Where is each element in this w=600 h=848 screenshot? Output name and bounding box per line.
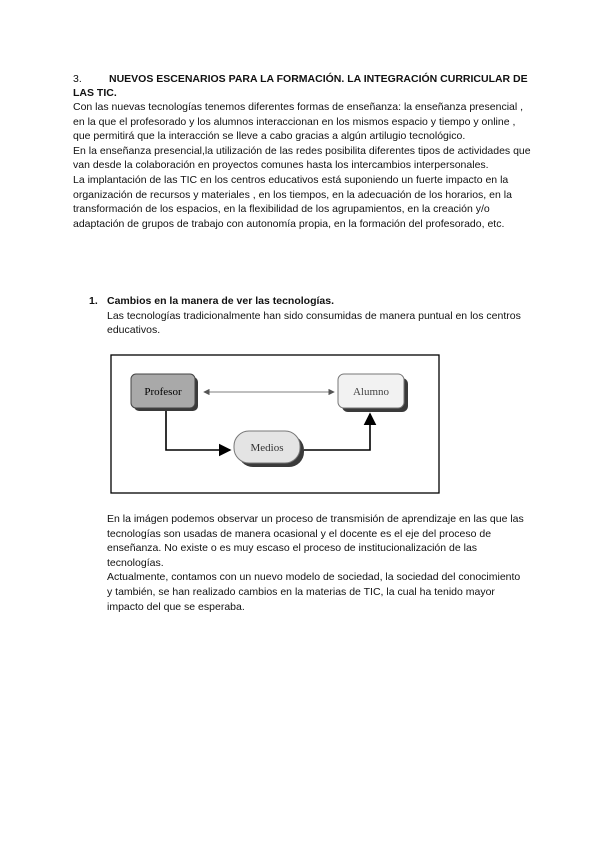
subsection-title-text: Cambios en la manera de ver las tecnologías. <box>107 295 335 307</box>
subsection-text: Las tecnologías tradicionalmente han sido consumidas de manera puntual en los centros educativos. <box>107 309 521 337</box>
diagram-explanation <box>107 512 527 614</box>
intro-text <box>73 100 533 231</box>
explanation-paragraph: Actualmente, contamos con un nuevo modelo de sociedad, la sociedad del conocimiento y también, se han realizado cambios en la materias de TIC, la cual ha tenido mayor impacto del que se esperaba. <box>107 571 521 613</box>
node-profesor-label: Profesor <box>144 386 182 398</box>
section-number: 3. <box>73 73 82 85</box>
node-medios-label: Medios <box>250 442 284 454</box>
subsection-title <box>89 294 529 309</box>
node-alumno <box>338 374 408 412</box>
intro-paragraph: Con las nuevas tecnologías tenemos diferentes formas de enseñanza: la enseñanza presencial , en la que el profesorado y los alumnos interaccionan en los mismos espacio y tiempo y online , que permitirá que la interacción se lleve a cabo gracias a algún artilugio tecnológico. <box>73 101 524 143</box>
node-alumno-label: Alumno <box>352 386 390 398</box>
teaching-diagram <box>110 354 440 494</box>
intro-paragraph: La implantación de las TIC en los centros educativos está suponiendo un fuerte impacto en la organización de recursos y materiales , en los tiempos, en la adecuación de los horarios, en la transformación de los espacios, en la flexibilidad de los agrupamientos, en la creación y/o adaptación de grupos de trabajo con autonomía propia, en la formación del profesorado, etc. <box>73 173 512 230</box>
node-profesor <box>131 374 198 411</box>
subsection-1 <box>89 294 529 338</box>
section-heading <box>73 72 533 100</box>
intro-paragraph: En la enseñanza presencial,la utilización de las redes posibilita diferentes tipos de actividades que van desde la colaboración en proyectos comunes hasta los intercambios interpersonales. <box>73 144 531 172</box>
explanation-paragraph: En la imágen podemos observar un proceso de transmisión de aprendizaje en las que las tecnologías son usadas de manera ocasional y el docente es el eje del proceso de enseñanza. No existe o es muy escaso el proceso de institucionalización de las tecnologías. <box>107 513 524 569</box>
section-title: NUEVOS ESCENARIOS PARA LA FORMACIÓN. LA INTEGRACIÓN CURRICULAR DE LAS TIC. <box>73 73 528 99</box>
node-medios <box>234 431 304 467</box>
subsection-number: 1. <box>89 295 98 307</box>
